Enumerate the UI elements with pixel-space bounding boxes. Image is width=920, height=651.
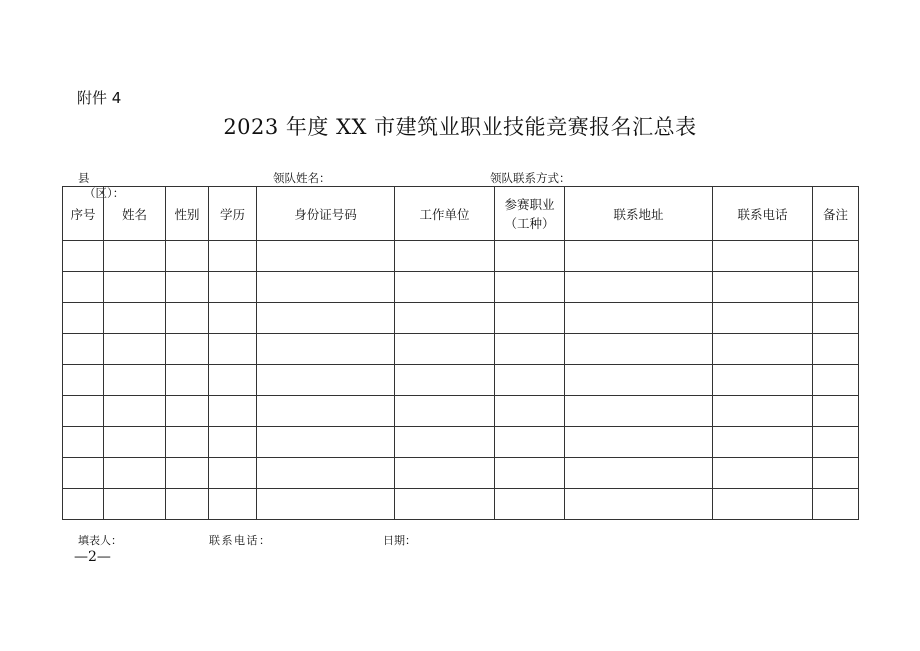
table-cell[interactable] — [104, 241, 166, 272]
table-cell[interactable] — [209, 334, 257, 365]
table-cell[interactable] — [104, 365, 166, 396]
table-cell[interactable] — [495, 241, 565, 272]
table-cell[interactable] — [495, 272, 565, 303]
table-cell[interactable] — [104, 427, 166, 458]
table-cell[interactable] — [495, 334, 565, 365]
header-address: 联系地址 — [565, 187, 713, 241]
table-row — [63, 272, 859, 303]
table-row — [63, 489, 859, 520]
table-cell[interactable] — [63, 396, 104, 427]
table-cell[interactable] — [257, 427, 395, 458]
table-cell[interactable] — [166, 303, 209, 334]
table-cell[interactable] — [713, 427, 813, 458]
table-cell[interactable] — [257, 489, 395, 520]
table-cell[interactable] — [63, 489, 104, 520]
table-row — [63, 458, 859, 489]
table-cell[interactable] — [813, 272, 859, 303]
table-cell[interactable] — [713, 241, 813, 272]
county-label: 县 — [78, 171, 90, 185]
header-occupation-sub: （工种） — [504, 215, 555, 231]
table-cell[interactable] — [395, 334, 495, 365]
table-cell[interactable] — [395, 241, 495, 272]
table-cell[interactable] — [209, 272, 257, 303]
table-header-row — [63, 187, 859, 241]
header-work-unit: 工作单位 — [395, 187, 495, 241]
table-cell[interactable] — [166, 334, 209, 365]
table-cell[interactable] — [813, 365, 859, 396]
header-remarks: 备注 — [813, 187, 859, 241]
table-cell[interactable] — [63, 303, 104, 334]
table-cell[interactable] — [565, 427, 713, 458]
table-cell[interactable] — [565, 241, 713, 272]
table-cell[interactable] — [713, 458, 813, 489]
table-cell[interactable] — [104, 458, 166, 489]
header-occupation — [495, 187, 565, 241]
table-cell[interactable] — [565, 272, 713, 303]
table-cell[interactable] — [813, 334, 859, 365]
table-cell[interactable] — [257, 241, 395, 272]
table-row — [63, 303, 859, 334]
date-field: 日期： — [383, 534, 416, 547]
table-cell[interactable] — [104, 272, 166, 303]
table-cell[interactable] — [257, 396, 395, 427]
table-cell[interactable] — [713, 365, 813, 396]
filler-phone-field: 联系电话： — [209, 534, 272, 547]
table-cell[interactable] — [257, 334, 395, 365]
table-cell[interactable] — [565, 303, 713, 334]
table-cell[interactable] — [209, 241, 257, 272]
table-cell[interactable] — [495, 427, 565, 458]
table-cell[interactable] — [813, 427, 859, 458]
table-cell[interactable] — [166, 272, 209, 303]
header-id-number: 身份证号码 — [257, 187, 395, 241]
table-cell[interactable] — [495, 458, 565, 489]
table-cell[interactable] — [713, 272, 813, 303]
table-cell[interactable] — [495, 303, 565, 334]
table-cell[interactable] — [209, 303, 257, 334]
table-cell[interactable] — [813, 396, 859, 427]
table-cell[interactable] — [166, 427, 209, 458]
table-cell[interactable] — [495, 365, 565, 396]
table-cell[interactable] — [209, 365, 257, 396]
table-cell[interactable] — [166, 458, 209, 489]
header-education: 学历 — [209, 187, 257, 241]
attachment-label: 附件 4 — [77, 89, 122, 107]
table-cell[interactable] — [395, 427, 495, 458]
table-cell[interactable] — [104, 489, 166, 520]
table-cell[interactable] — [63, 272, 104, 303]
table-cell[interactable] — [813, 303, 859, 334]
table-cell[interactable] — [713, 303, 813, 334]
page-number: —2— — [74, 549, 111, 565]
table-cell[interactable] — [495, 396, 565, 427]
table-cell[interactable] — [166, 396, 209, 427]
table-cell[interactable] — [395, 458, 495, 489]
table-cell[interactable] — [713, 396, 813, 427]
table-cell[interactable] — [166, 489, 209, 520]
table-cell[interactable] — [63, 334, 104, 365]
table-row — [63, 334, 859, 365]
table-cell[interactable] — [166, 241, 209, 272]
table-body — [63, 241, 859, 520]
table-cell[interactable] — [63, 241, 104, 272]
table-cell[interactable] — [209, 489, 257, 520]
header-occupation-label: 参赛职业 — [504, 196, 555, 212]
table-cell[interactable] — [813, 489, 859, 520]
registration-table — [62, 186, 859, 520]
table-row — [63, 241, 859, 272]
table-cell[interactable] — [395, 489, 495, 520]
table-cell[interactable] — [565, 489, 713, 520]
table-cell[interactable] — [565, 334, 713, 365]
header-gender: 性别 — [166, 187, 209, 241]
header-phone: 联系电话 — [713, 187, 813, 241]
table-cell[interactable] — [104, 396, 166, 427]
leader-name-field: 领队姓名： — [273, 171, 331, 185]
county-label-district: （区）： — [84, 186, 125, 200]
table-cell[interactable] — [565, 365, 713, 396]
table-cell[interactable] — [257, 272, 395, 303]
leader-contact-field: 领队联系方式： — [490, 171, 571, 185]
header-serial: 序号 — [63, 187, 104, 241]
table-cell[interactable] — [209, 396, 257, 427]
table-cell[interactable] — [166, 365, 209, 396]
table-cell[interactable] — [257, 303, 395, 334]
table-row — [63, 365, 859, 396]
table-cell[interactable] — [565, 396, 713, 427]
table-cell[interactable] — [713, 489, 813, 520]
table-cell[interactable] — [495, 489, 565, 520]
table-cell[interactable] — [63, 458, 104, 489]
table-cell[interactable] — [209, 427, 257, 458]
table-cell[interactable] — [565, 458, 713, 489]
table-row — [63, 396, 859, 427]
table-cell[interactable] — [63, 427, 104, 458]
table-cell[interactable] — [104, 334, 166, 365]
table-row — [63, 427, 859, 458]
table-cell[interactable] — [813, 458, 859, 489]
table-cell[interactable] — [209, 458, 257, 489]
table-cell[interactable] — [395, 396, 495, 427]
table-cell[interactable] — [395, 303, 495, 334]
table-cell[interactable] — [104, 303, 166, 334]
table-cell[interactable] — [395, 365, 495, 396]
table-cell[interactable] — [257, 458, 395, 489]
table-cell[interactable] — [713, 334, 813, 365]
table-cell[interactable] — [257, 365, 395, 396]
table-cell[interactable] — [395, 272, 495, 303]
document-title: 2023 年度 XX 市建筑业职业技能竞赛报名汇总表 — [223, 115, 697, 139]
header-name: 姓名 — [104, 187, 166, 241]
table-cell[interactable] — [813, 241, 859, 272]
table-cell[interactable] — [63, 365, 104, 396]
filler-field: 填表人： — [78, 534, 122, 547]
